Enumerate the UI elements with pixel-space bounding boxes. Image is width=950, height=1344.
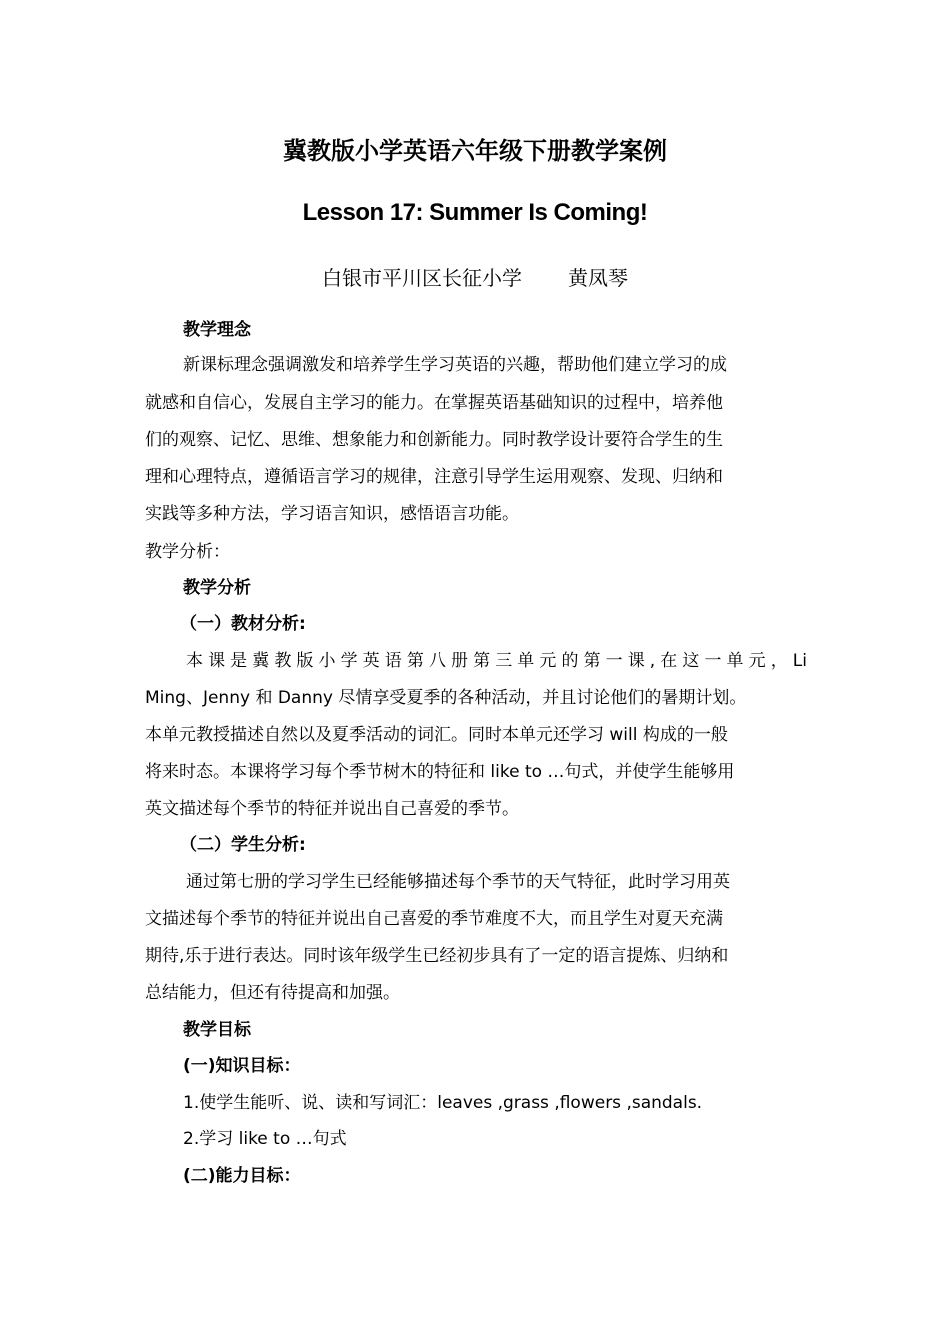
section-heading-teaching-analysis: 教学分析	[183, 578, 251, 598]
author-name: 黄凤琴	[568, 266, 628, 290]
paragraph-line: Ming、Jenny 和 Danny 尽情享受夏季的各种活动，并且讨论他们的暑期计划。	[145, 688, 747, 708]
author-line	[0, 264, 950, 292]
paragraph-line: 就感和自信心，发展自主学习的能力。在掌握英语基础知识的过程中，培养他	[145, 393, 723, 413]
objective-item: 1.使学生能听、说、读和写词汇：leaves ,grass ,flowers ,sandals.	[183, 1093, 703, 1113]
paragraph-line: 文描述每个季节的特征并说出自己喜爱的季节难度不大，而且学生对夏天充满	[145, 909, 723, 929]
paragraph-line: 将来时态。本课将学习每个季节树木的特征和 like to …句式，并使学生能够用	[145, 762, 735, 782]
document-title: 冀教版小学英语六年级下册教学案例	[283, 137, 667, 165]
subheading-ability-objectives: (二)能力目标：	[183, 1166, 301, 1186]
paragraph-line: 总结能力，但还有待提高和加强。	[145, 983, 400, 1003]
paragraph-line: 本课是冀教版小学英语第八册第三单元的第一课,在这一单元，Li	[186, 651, 807, 671]
paragraph-line: 期待,乐于进行表达。同时该年级学生已经初步具有了一定的语言提炼、归纳和	[145, 946, 729, 966]
lesson-title: Lesson 17: Summer Is Coming!	[302, 199, 648, 226]
objective-item: 2.学习 like to …句式	[183, 1129, 347, 1149]
paragraph-line: 英文描述每个季节的特征并说出自己喜爱的季节。	[145, 799, 519, 819]
subheading-student-analysis: （二）学生分析:	[180, 835, 306, 855]
paragraph-line: 新课标理念强调激发和培养学生学习英语的兴趣，帮助他们建立学习的成	[183, 355, 727, 375]
paragraph-line: 们的观察、记忆、思维、想象能力和创新能力。同时教学设计要符合学生的生	[145, 430, 723, 450]
section-heading-teaching-objectives: 教学目标	[183, 1020, 251, 1040]
subheading-material-analysis: （一）教材分析:	[180, 614, 306, 634]
paragraph-line: 本单元教授描述自然以及夏季活动的词汇。同时本单元还学习 will 构成的一般	[145, 725, 728, 745]
paragraph-line: 实践等多种方法，学习语言知识，感悟语言功能。	[145, 504, 519, 524]
subheading-knowledge-objectives: (一)知识目标：	[183, 1056, 301, 1076]
author-school: 白银市平川区长征小学	[322, 266, 522, 290]
paragraph-line: 理和心理特点，遵循语言学习的规律，注意引导学生运用观察、发现、归纳和	[145, 467, 723, 487]
section-label-teaching-analysis: 教学分析：	[145, 542, 230, 562]
paragraph-line: 通过第七册的学习学生已经能够描述每个季节的天气特征，此时学习用英	[186, 872, 730, 892]
section-heading-teaching-philosophy: 教学理念	[183, 320, 251, 340]
